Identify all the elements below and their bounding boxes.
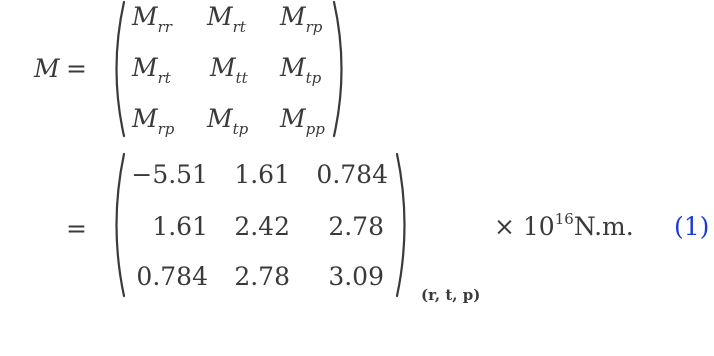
second-equals-sign: = (66, 214, 87, 243)
left-paren-symbolic (106, 0, 128, 138)
matrix-value: −5.51 (131, 160, 208, 189)
matrix-entry: $M_{tp}$ (207, 104, 249, 138)
matrix-entry: $M_{rt}$ (132, 53, 171, 87)
matrix-entry: $M_{rr}$ (132, 2, 172, 36)
equation-number: (1) (674, 212, 710, 241)
matrix-value: 3.09 (328, 262, 384, 291)
matrix-value: 2.42 (234, 212, 290, 241)
matrix-entry: $M_{tp}$ (280, 53, 322, 87)
right-paren-numeric (393, 152, 415, 298)
left-paren-numeric (106, 152, 128, 298)
matrix-entry: $M_{rp}$ (132, 104, 175, 138)
matrix-value: 1.61 (234, 160, 290, 189)
matrix-value: 2.78 (234, 262, 290, 291)
matrix-value: 0.784 (316, 160, 388, 189)
matrix-entry: $M_{pp}$ (280, 104, 325, 138)
basis-subscript: (r, t, p) (421, 286, 481, 304)
matrix-value: 2.78 (328, 212, 384, 241)
matrix-entry: $M_{rt}$ (207, 2, 246, 36)
matrix-entry: $M_{tt}$ (210, 53, 248, 87)
matrix-entry: $M_{rp}$ (280, 2, 323, 36)
lhs-symbol: M (34, 54, 60, 83)
right-paren-symbolic (330, 0, 352, 138)
scale-factor: × $10^{16}N.m$. (494, 210, 634, 241)
matrix-value: 1.61 (152, 212, 208, 241)
matrix-value: 0.784 (136, 262, 208, 291)
equals-sign: = (66, 54, 87, 83)
